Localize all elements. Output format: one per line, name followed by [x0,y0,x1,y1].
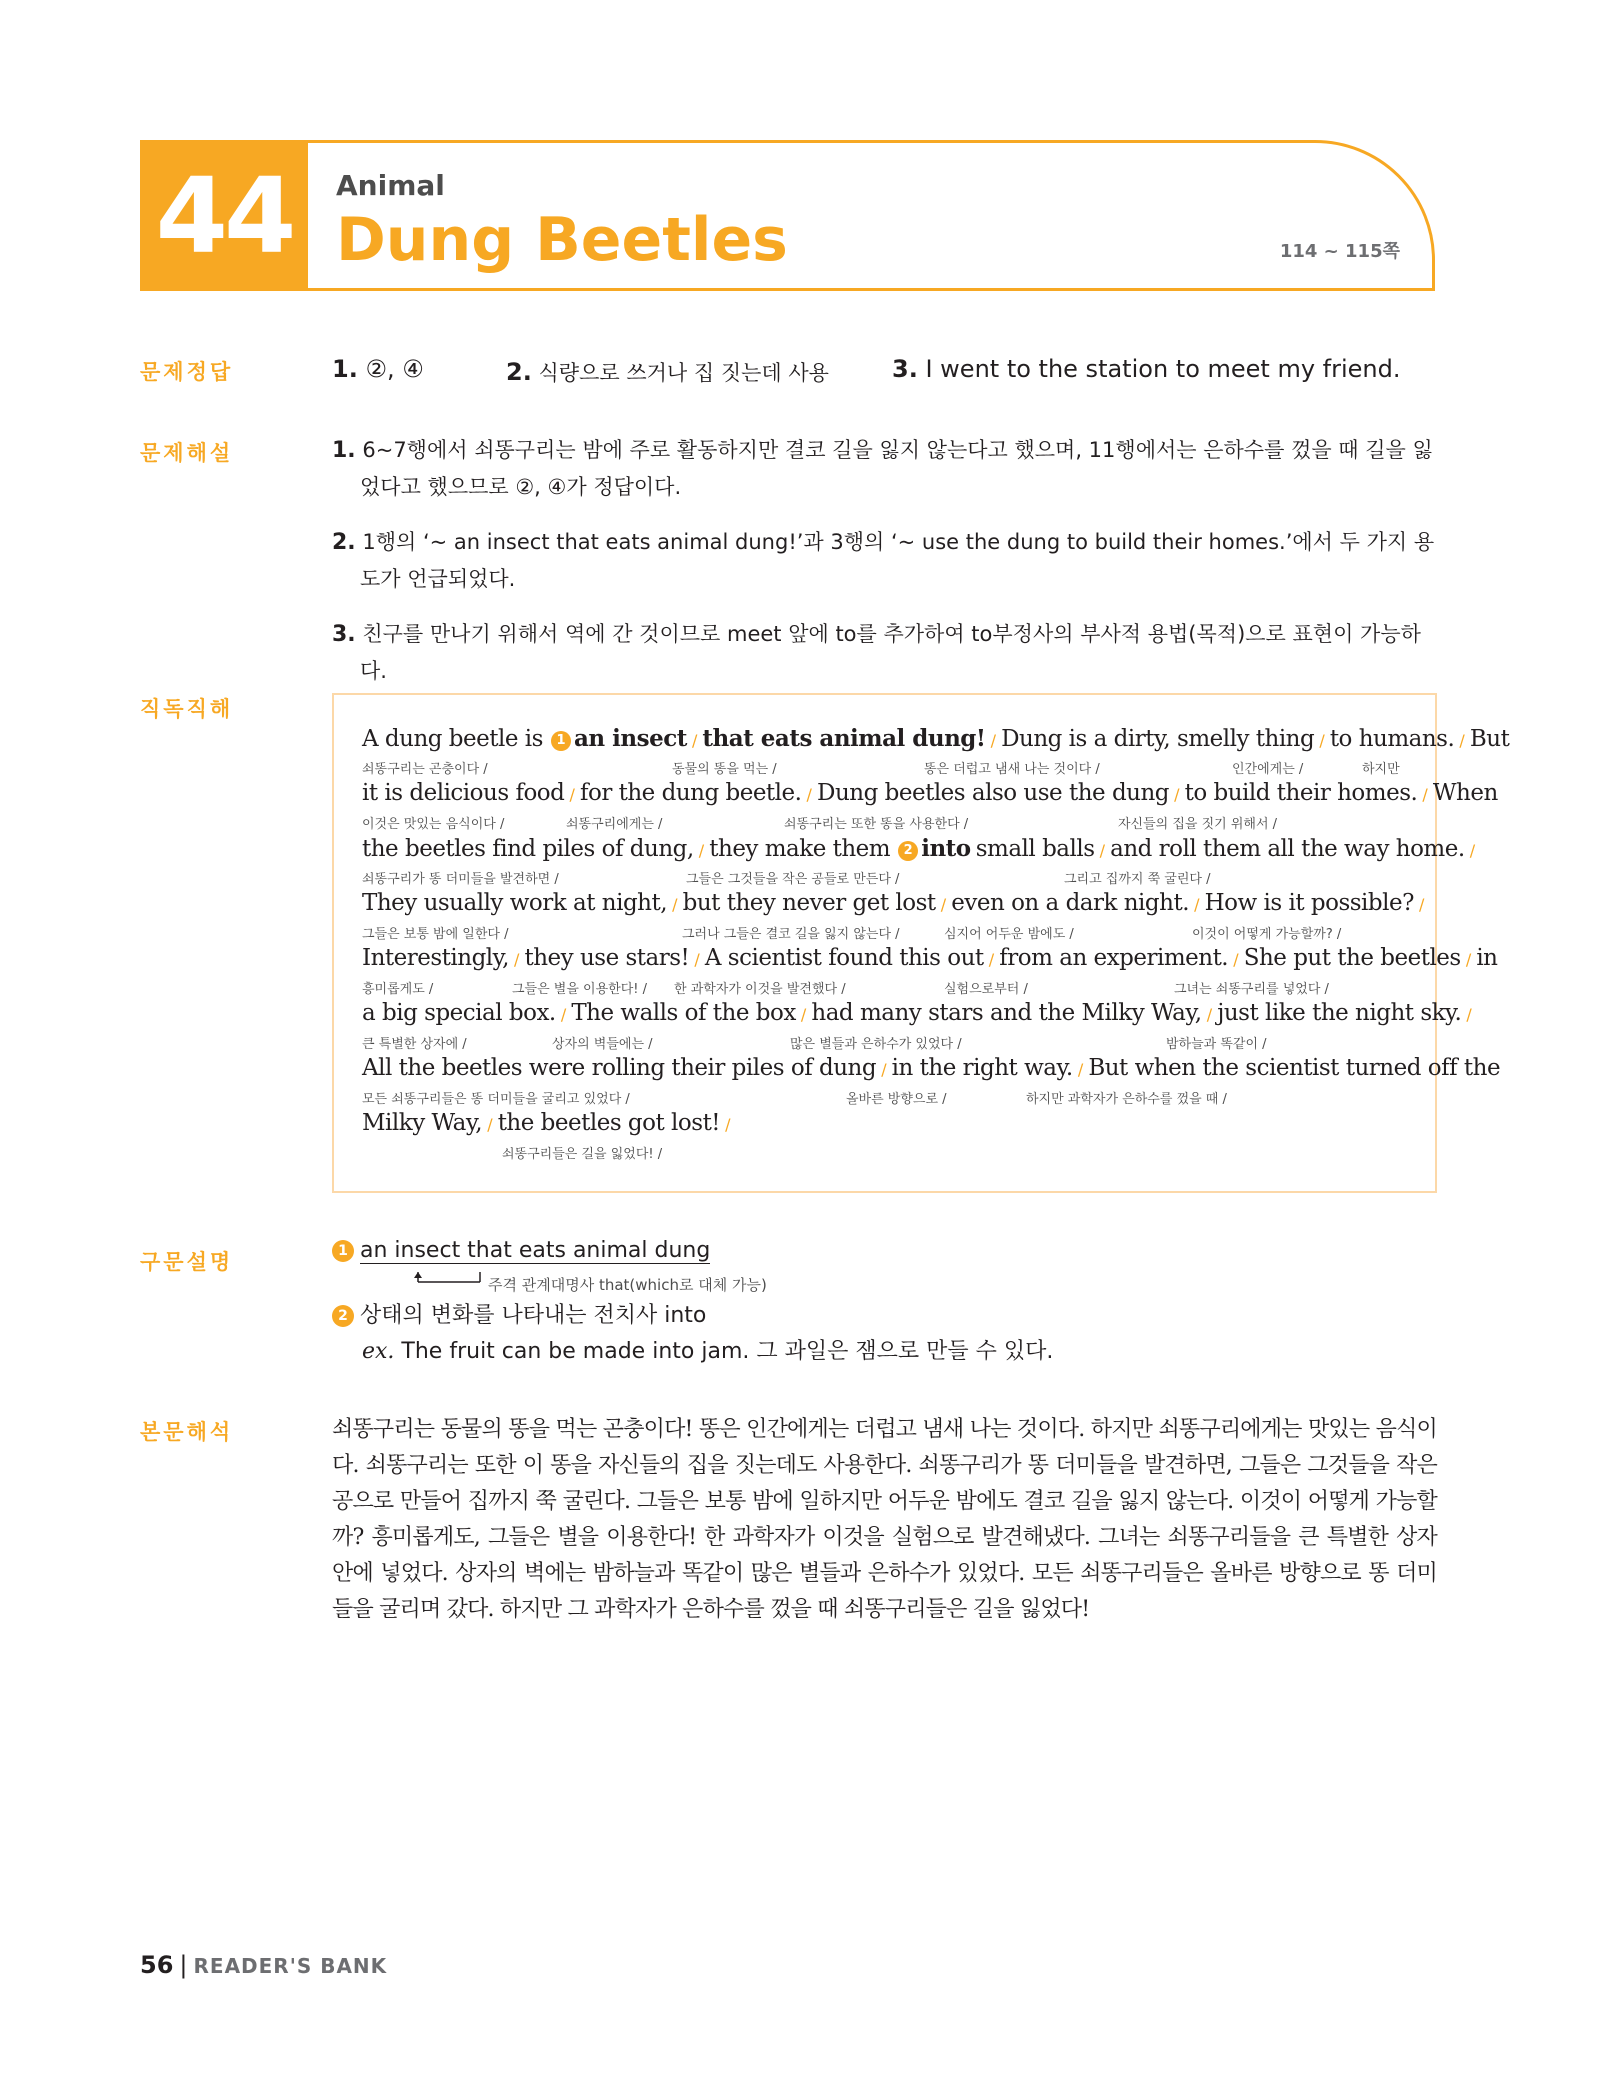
gloss-6d: 밤하늘과 똑같이 / [1166,1037,1267,1052]
gloss-5c: 한 과학자가 이것을 발견했다 / [674,982,846,997]
reading-line-7: All the beetles were rolling their piles of dung / in the right way. / But when the scientist turned off the [362,1055,1501,1081]
unit-number: 44 [155,154,293,277]
unit-title: Dung Beetles [336,205,788,275]
note-marker-1: 1 [551,731,571,751]
reading-box [332,693,1510,1193]
gloss-1d: 인간에게는 / [1232,762,1304,777]
explanation-3: 3. 친구를 만나기 위해서 역에 간 것이므로 meet 앞에 to를 추가하여 to부정사의 부사적 용법(목적)으로 표현이 가능하다. [332,622,1421,683]
gloss-1e: 하지만 [1362,762,1400,777]
gloss-7c: 하지만 과학자가 은하수를 껐을 때 / [1026,1092,1227,1107]
grammar-label: 구문설명 [140,1250,234,1274]
page-number: 56 [140,1951,174,1979]
note-marker-2: 2 [898,841,918,861]
unit-number-box [140,140,308,291]
answer-2: 2. 식량으로 쓰거나 집 짓는데 사용 [506,358,829,386]
gloss-6c: 많은 별들과 은하수가 있었다 / [790,1037,962,1052]
grammar-marker-1: 1 [332,1240,354,1262]
gloss-5e: 그녀는 쇠똥구리를 넣었다 / [1174,982,1329,997]
reading-line-1: A dung beetle is 1 an insect / that eats animal dung! / Dung is a dirty, smelly thing / to humans. / But [362,725,1510,752]
relative-clause-arrow [360,1270,500,1286]
gloss-2a: 이것은 맛있는 음식이다 / [362,817,505,832]
gloss-3c: 그리고 집까지 쭉 굴린다 / [1064,872,1211,887]
gloss-6a: 큰 특별한 상자에 / [362,1037,467,1052]
reading-line-3: the beetles find piles of dung, / they make them 2 into small balls / and roll them all the way home. / [362,835,1476,862]
gloss-7b: 올바른 방향으로 / [846,1092,947,1107]
gloss-1b: 동물의 똥을 먹는 / [672,762,777,777]
page-range: 114 ~ 115쪽 [1279,241,1400,262]
gloss-2b: 쇠똥구리에게는 / [566,817,663,832]
reading-line-8: Milky Way, / the beetles got lost! / [362,1110,731,1136]
reading-line-2: it is delicious food / for the dung beetle. / Dung beetles also use the dung / to build their homes. / When [362,780,1498,806]
gloss-5a: 흥미롭게도 / [362,982,434,997]
translation-label: 본문해석 [140,1420,234,1444]
gloss-5b: 그들은 별을 이용한다! / [512,982,648,997]
gloss-6b: 상자의 벽들에는 / [552,1037,653,1052]
answer-1: 1. ②, ④ [332,355,424,383]
unit-header [140,140,1435,291]
gloss-4b: 그러나 그들은 결코 길을 잃지 않는다 / [682,927,900,942]
gloss-2c: 쇠똥구리는 또한 똥을 사용한다 / [784,817,969,832]
reading-line-5: Interestingly, / they use stars! / A scientist found this out / from an experiment. / She put the beetles / in [362,945,1498,971]
unit-category: Animal [336,169,445,202]
reading-line-4: They usually work at night, / but they never get lost / even on a dark night. / How is it possible? / [362,890,1425,916]
gloss-4c: 심지어 어두운 밤에도 / [944,927,1074,942]
explanation-2: 2. 1행의 ‘~ an insect that eats animal dung!’과 3행의 ‘~ use the dung to build their homes.’에서 두 가지 용도가 언급되었다. [332,530,1435,591]
page-footer: 56 | READER'S BANK [140,1951,388,1979]
book-title: READER'S BANK [193,1954,388,1978]
gloss-4a: 그들은 보통 밤에 일한다 / [362,927,509,942]
explanation-label: 문제해설 [140,441,234,465]
answers-label: 문제정답 [140,360,234,384]
reading-label: 직독직해 [140,697,234,721]
gloss-1c: 똥은 더럽고 냄새 나는 것이다 / [924,762,1100,777]
grammar-note-2: 2 상태의 변화를 나타내는 전치사 into [332,1298,706,1329]
gloss-5d: 실험으로부터 / [944,982,1028,997]
grammar-example: ex. The fruit can be made into jam. 그 과일은 잼으로 만들 수 있다. [362,1339,1054,1364]
korean-translation: 쇠똥구리는 동물의 똥을 먹는 곤충이다! 똥은 인간에게는 더럽고 냄새 나는 것이다. 하지만 쇠똥구리에게는 맛있는 음식이다. 쇠똥구리는 또한 이 똥을 자신들의 집을 짓는데도 사용한다. 쇠똥구리가 똥 더미들을 발견하면, 그들은 그것들을 작은 공으로 만들어 집까지 쭉 굴린다. 그들은 보통 밤에 일하지만 어두운 밤에도 결코 길을 잃지 않는다. 이것이 어떻게 가능할까? 흥미롭게도, 그들은 별을 이용한다! 한 과학자가 이것을 실험으로 발견해냈다. 그녀는 쇠똥구리들을 큰 특별한 상자 안에 넣었다. 상자의 벽에는 밤하늘과 똑같이 많은 별들과 은하수가 있었다. 모든 쇠똥구리들은 올바른 방향으로 똥 더미들을 굴리며 갔다. 하지만 그 과학자가 은하수를 껐을 때 쇠똥구리들은 길을 잃었다! [332,1417,1437,1622]
gloss-3a: 쇠똥구리가 똥 더미들을 발견하면 / [362,872,559,887]
answer-3: 3. I went to the station to meet my friend. [892,355,1401,383]
gloss-4d: 이것이 어떻게 가능할까? / [1192,927,1342,942]
gloss-2d: 자신들의 집을 짓기 위해서 / [1118,817,1278,832]
gloss-1a: 쇠똥구리는 곤충이다 / [362,762,488,777]
gloss-8a: 쇠똥구리들은 길을 잃었다! / [502,1147,663,1162]
grammar-marker-2: 2 [332,1305,354,1327]
reading-line-6: a big special box. / The walls of the box / had many stars and the Milky Way, / just like the night sky. / [362,1000,1472,1026]
relative-clause-note: 주격 관계대명사 that(which로 대체 가능) [488,1276,767,1294]
gloss-7a: 모든 쇠똥구리들은 똥 더미들을 굴리고 있었다 / [362,1092,630,1107]
grammar-note-1: 1 an insect that eats animal dung [332,1238,710,1263]
explanation-1: 1. 6~7행에서 쇠똥구리는 밤에 주로 활동하지만 결코 길을 잃지 않는다고 했으며, 11행에서는 은하수를 껐을 때 길을 잃었다고 했으므로 ②, ④가 정답이다. [332,438,1433,499]
gloss-3b: 그들은 그것들을 작은 공들로 만든다 / [686,872,900,887]
